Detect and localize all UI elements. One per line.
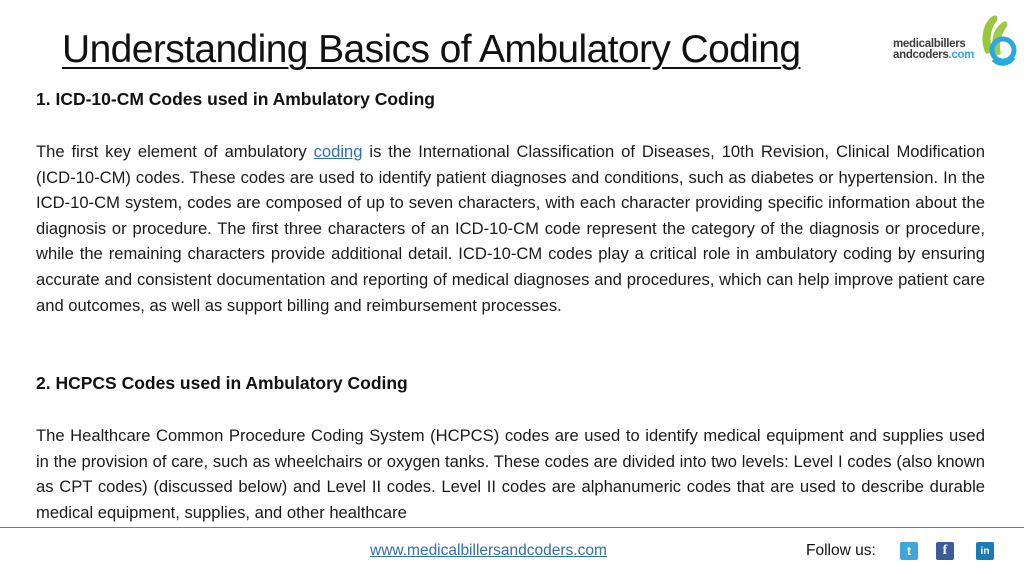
logo-wordmark: [893, 39, 974, 61]
linkedin-icon[interactable]: in: [976, 542, 994, 560]
twitter-icon[interactable]: t: [900, 542, 918, 560]
paragraph-text: The first key element of ambulatory: [36, 142, 314, 161]
brand-logo[interactable]: [893, 10, 1017, 72]
logo-line-1: medicalbillers: [893, 38, 966, 50]
logo-domain: .com: [948, 49, 975, 61]
logo-line-2-main: andcoders: [893, 49, 949, 61]
footer-divider: [0, 527, 1024, 528]
website-link[interactable]: www.medicalbillersandcoders.com: [370, 542, 607, 559]
follow-us-label: Follow us:: [806, 542, 876, 559]
section-heading-icd10: 1. ICD-10-CM Codes used in Ambulatory Coding: [36, 89, 435, 109]
paragraph-text: is the International Classification of Diseases, 10th Revision, Clinical Modification (ICD-10-CM) codes. These codes are used to identify patient diagnoses and conditions, such as diabetes or hypertension. In the ICD-10-CM system, codes are composed of up to seven characters, with each character providing specific information about the diagnosis or procedure. The first three characters of an ICD-10-CM code represent the category of the diagnosis or procedure, while the remaining characters provide additional detail. ICD-10-CM codes play a critical role in ambulatory coding by ensuring accurate and consistent documentation and reporting of medical diagnoses and procedures, which can help improve patient care and outcomes, as well as support billing and reimbursement processes.: [36, 142, 985, 315]
section-heading-hcpcs: 2. HCPCS Codes used in Ambulatory Coding: [36, 373, 408, 393]
page-title: Understanding Basics of Ambulatory Coding: [62, 28, 801, 71]
logo-line-2: [893, 50, 974, 61]
facebook-icon[interactable]: f: [936, 542, 954, 560]
coding-link[interactable]: coding: [313, 142, 363, 161]
section-paragraph-icd10: [36, 139, 985, 318]
section-paragraph-hcpcs: The Healthcare Common Procedure Coding System (HCPCS) codes are used to identify medical equipment and supplies used in the provision of care, such as wheelchairs or oxygen tanks. These codes are divided into two levels: Level I codes (also known as CPT codes) (discussed below) and Level II codes. Level II codes are alphanumeric codes that are used to describe durable medical equipment, supplies, and other healthcare: [36, 426, 985, 522]
